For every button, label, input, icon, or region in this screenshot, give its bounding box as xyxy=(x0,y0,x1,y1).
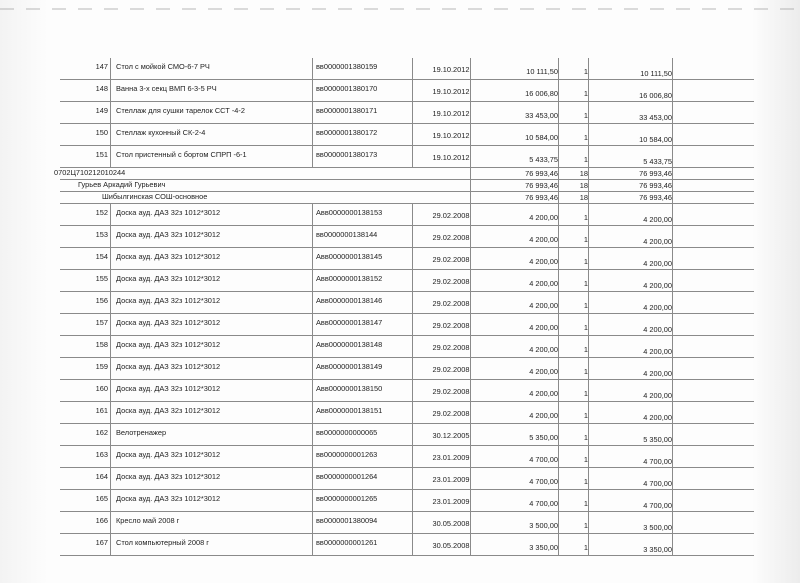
item-total: 33 453,00 xyxy=(639,113,672,122)
inventory-number: Авв0000000138149 xyxy=(316,362,383,371)
column-divider xyxy=(110,292,111,313)
inventory-number: Авв0000000138153 xyxy=(316,208,383,217)
column-divider xyxy=(412,248,413,269)
column-divider xyxy=(672,270,673,291)
item-name: Доска ауд. ДАЗ 32з 1012*3012 xyxy=(116,384,221,393)
column-divider xyxy=(558,424,559,445)
column-divider xyxy=(558,534,559,555)
table-row xyxy=(60,58,754,80)
column-divider xyxy=(672,102,673,123)
row-number: 164 xyxy=(95,472,108,481)
column-divider xyxy=(558,270,559,291)
acquisition-date: 29.02.2008 xyxy=(432,409,470,418)
inventory-number: вв0000000001265 xyxy=(316,494,378,503)
acquisition-date: 19.10.2012 xyxy=(432,65,470,74)
column-divider xyxy=(672,468,673,489)
summary-total: 76 993,46 xyxy=(639,193,672,202)
column-divider xyxy=(672,314,673,335)
column-divider xyxy=(588,534,589,555)
inventory-number: вв0000000001263 xyxy=(316,450,378,459)
acquisition-date: 29.02.2008 xyxy=(432,255,470,264)
item-amount: 4 200,00 xyxy=(529,235,558,244)
column-divider xyxy=(110,358,111,379)
column-divider xyxy=(672,248,673,269)
item-quantity: 1 xyxy=(583,257,588,266)
scan-edge-marks xyxy=(0,8,800,10)
row-number: 167 xyxy=(95,538,108,547)
column-divider xyxy=(558,490,559,511)
column-divider xyxy=(672,124,673,145)
column-divider xyxy=(110,102,111,123)
column-divider xyxy=(412,292,413,313)
item-amount: 4 200,00 xyxy=(529,301,558,310)
summary-row xyxy=(60,180,754,192)
table-row xyxy=(60,380,754,402)
item-quantity: 1 xyxy=(583,367,588,376)
column-divider xyxy=(588,168,589,179)
column-divider xyxy=(588,424,589,445)
row-number: 149 xyxy=(95,106,108,115)
item-quantity: 1 xyxy=(583,301,588,310)
item-name: Стол с мойкой СМО-6-7 РЧ xyxy=(116,62,210,71)
item-total: 5 350,00 xyxy=(643,435,672,444)
inventory-number: вв0000000138144 xyxy=(316,230,378,239)
acquisition-date: 29.02.2008 xyxy=(432,387,470,396)
row-number: 161 xyxy=(95,406,108,415)
column-divider xyxy=(672,226,673,247)
column-divider xyxy=(588,512,589,533)
item-name: Доска ауд. ДАЗ 32з 1012*3012 xyxy=(116,208,221,217)
item-name: Доска ауд. ДАЗ 32з 1012*3012 xyxy=(116,230,221,239)
acquisition-date: 23.01.2009 xyxy=(432,497,470,506)
column-divider xyxy=(672,204,673,225)
column-divider xyxy=(588,358,589,379)
column-divider xyxy=(110,380,111,401)
column-divider xyxy=(412,358,413,379)
table-row xyxy=(60,124,754,146)
inventory-number: Авв0000000138152 xyxy=(316,274,383,283)
row-number: 147 xyxy=(95,62,108,71)
item-name: Доска ауд. ДАЗ 32з 1012*3012 xyxy=(116,362,221,371)
column-divider xyxy=(672,180,673,191)
row-number: 150 xyxy=(95,128,108,137)
summary-quantity: 18 xyxy=(579,193,588,202)
column-divider xyxy=(588,58,589,79)
column-divider xyxy=(672,168,673,179)
inventory-number: вв0000001380094 xyxy=(316,516,378,525)
item-amount: 4 700,00 xyxy=(529,455,558,464)
column-divider xyxy=(558,168,559,179)
item-name: Кресло май 2008 г xyxy=(116,516,180,525)
table-row xyxy=(60,336,754,358)
inventory-number: вв0000000001264 xyxy=(316,472,378,481)
column-divider xyxy=(558,58,559,79)
inventory-number: вв0000001380170 xyxy=(316,84,378,93)
item-name: Доска ауд. ДАЗ 32з 1012*3012 xyxy=(116,472,221,481)
inventory-number: вв0000000001261 xyxy=(316,538,378,547)
column-divider xyxy=(588,102,589,123)
inventory-table xyxy=(54,58,754,556)
item-name: Доска ауд. ДАЗ 32з 1012*3012 xyxy=(116,274,221,283)
inventory-number: вв0000001380173 xyxy=(316,150,378,159)
table-row xyxy=(60,248,754,270)
acquisition-date: 19.10.2012 xyxy=(432,109,470,118)
item-amount: 3 500,00 xyxy=(529,521,558,530)
item-quantity: 1 xyxy=(583,323,588,332)
column-divider xyxy=(110,314,111,335)
column-divider xyxy=(110,80,111,101)
item-quantity: 1 xyxy=(583,389,588,398)
inventory-number: вв0000001380172 xyxy=(316,128,378,137)
summary-label: Шибылгинская СОШ-основное xyxy=(102,192,208,201)
item-name: Доска ауд. ДАЗ 32з 1012*3012 xyxy=(116,340,221,349)
row-number: 153 xyxy=(95,230,108,239)
column-divider xyxy=(588,468,589,489)
acquisition-date: 23.01.2009 xyxy=(432,453,470,462)
item-quantity: 1 xyxy=(583,543,588,552)
column-divider xyxy=(412,336,413,357)
item-total: 4 200,00 xyxy=(643,325,672,334)
item-amount: 4 200,00 xyxy=(529,389,558,398)
item-total: 4 200,00 xyxy=(643,281,672,290)
column-divider xyxy=(110,446,111,467)
item-total: 4 200,00 xyxy=(643,347,672,356)
column-divider xyxy=(558,226,559,247)
column-divider xyxy=(672,80,673,101)
column-divider xyxy=(110,204,111,225)
summary-row xyxy=(60,192,754,204)
column-divider xyxy=(110,146,111,167)
column-divider xyxy=(588,270,589,291)
acquisition-date: 30.05.2008 xyxy=(432,541,470,550)
column-divider xyxy=(558,336,559,357)
item-amount: 4 200,00 xyxy=(529,213,558,222)
item-amount: 4 200,00 xyxy=(529,345,558,354)
item-name: Доска ауд. ДАЗ 32з 1012*3012 xyxy=(116,318,221,327)
inventory-number: Авв0000000138148 xyxy=(316,340,383,349)
column-divider xyxy=(110,226,111,247)
item-amount: 4 200,00 xyxy=(529,367,558,376)
row-number: 151 xyxy=(95,150,108,159)
column-divider xyxy=(412,402,413,423)
table-row xyxy=(60,358,754,380)
summary-label: 0702Ц710212010244 xyxy=(54,168,126,177)
inventory-number: Авв0000000138145 xyxy=(316,252,383,261)
acquisition-date: 30.12.2005 xyxy=(432,431,470,440)
column-divider xyxy=(110,468,111,489)
column-divider xyxy=(110,124,111,145)
column-divider xyxy=(110,248,111,269)
item-amount: 4 200,00 xyxy=(529,279,558,288)
acquisition-date: 30.05.2008 xyxy=(432,519,470,528)
acquisition-date: 29.02.2008 xyxy=(432,277,470,286)
acquisition-date: 29.02.2008 xyxy=(432,365,470,374)
column-divider xyxy=(672,446,673,467)
column-divider xyxy=(588,292,589,313)
column-divider xyxy=(588,204,589,225)
summary-quantity: 18 xyxy=(579,169,588,178)
item-name: Доска ауд. ДАЗ 32з 1012*3012 xyxy=(116,494,221,503)
item-quantity: 1 xyxy=(583,133,588,142)
column-divider xyxy=(558,124,559,145)
row-number: 158 xyxy=(95,340,108,349)
table-row xyxy=(60,204,754,226)
summary-quantity: 18 xyxy=(579,181,588,190)
column-divider xyxy=(672,358,673,379)
item-quantity: 1 xyxy=(583,235,588,244)
column-divider xyxy=(412,424,413,445)
item-amount: 3 350,00 xyxy=(529,543,558,552)
inventory-number: Авв0000000138147 xyxy=(316,318,383,327)
summary-label: Гурьев Аркадий Гурьевич xyxy=(78,180,166,189)
column-divider xyxy=(412,468,413,489)
column-divider xyxy=(588,124,589,145)
column-divider xyxy=(588,192,589,203)
column-divider xyxy=(558,204,559,225)
item-quantity: 1 xyxy=(583,155,588,164)
item-name: Доска ауд. ДАЗ 32з 1012*3012 xyxy=(116,450,221,459)
table-row xyxy=(60,270,754,292)
column-divider xyxy=(588,248,589,269)
item-total: 4 700,00 xyxy=(643,479,672,488)
table-row xyxy=(60,292,754,314)
item-total: 10 111,50 xyxy=(640,69,672,78)
inventory-number: Авв0000000138150 xyxy=(316,384,383,393)
column-divider xyxy=(558,292,559,313)
item-quantity: 1 xyxy=(583,455,588,464)
column-divider xyxy=(412,80,413,101)
item-total: 3 500,00 xyxy=(643,523,672,532)
inventory-number: Авв0000000138151 xyxy=(316,406,383,415)
summary-total: 76 993,46 xyxy=(639,169,672,178)
item-quantity: 1 xyxy=(583,67,588,76)
column-divider xyxy=(412,490,413,511)
column-divider xyxy=(588,402,589,423)
item-amount: 4 200,00 xyxy=(529,323,558,332)
column-divider xyxy=(558,80,559,101)
row-number: 163 xyxy=(95,450,108,459)
column-divider xyxy=(588,180,589,191)
column-divider xyxy=(412,270,413,291)
summary-total: 76 993,46 xyxy=(639,181,672,190)
column-divider xyxy=(588,490,589,511)
row-number: 160 xyxy=(95,384,108,393)
column-divider xyxy=(412,380,413,401)
row-number: 165 xyxy=(95,494,108,503)
item-amount: 4 700,00 xyxy=(529,477,558,486)
item-total: 4 200,00 xyxy=(643,215,672,224)
table-row xyxy=(60,424,754,446)
column-divider xyxy=(588,80,589,101)
row-number: 155 xyxy=(95,274,108,283)
column-divider xyxy=(672,512,673,533)
column-divider xyxy=(672,490,673,511)
column-divider xyxy=(110,424,111,445)
inventory-number: вв0000001380171 xyxy=(316,106,378,115)
item-name: Велотренажер xyxy=(116,428,167,437)
column-divider xyxy=(672,192,673,203)
item-quantity: 1 xyxy=(583,279,588,288)
column-divider xyxy=(412,226,413,247)
column-divider xyxy=(558,358,559,379)
column-divider xyxy=(672,58,673,79)
row-number: 152 xyxy=(95,208,108,217)
column-divider xyxy=(672,292,673,313)
item-amount: 16 006,80 xyxy=(525,89,558,98)
column-divider xyxy=(412,534,413,555)
item-total: 3 350,00 xyxy=(643,545,672,554)
table-row xyxy=(60,402,754,424)
row-number: 154 xyxy=(95,252,108,261)
item-name: Стеллаж для сушки тарелок ССТ -4-2 xyxy=(116,106,245,115)
summary-amount: 76 993,46 xyxy=(525,181,558,190)
summary-amount: 76 993,46 xyxy=(525,169,558,178)
acquisition-date: 19.10.2012 xyxy=(432,87,470,96)
column-divider xyxy=(558,314,559,335)
acquisition-date: 29.02.2008 xyxy=(432,321,470,330)
column-divider xyxy=(110,490,111,511)
column-divider xyxy=(110,58,111,79)
table-row xyxy=(60,146,754,168)
item-total: 10 584,00 xyxy=(639,135,672,144)
table-row xyxy=(60,490,754,512)
item-quantity: 1 xyxy=(583,499,588,508)
item-total: 4 200,00 xyxy=(643,259,672,268)
item-amount: 5 433,75 xyxy=(529,155,558,164)
column-divider xyxy=(558,402,559,423)
table-row xyxy=(60,102,754,124)
column-divider xyxy=(588,226,589,247)
column-divider xyxy=(110,402,111,423)
item-total: 5 433,75 xyxy=(643,157,672,166)
acquisition-date: 29.02.2008 xyxy=(432,299,470,308)
column-divider xyxy=(412,446,413,467)
item-name: Стол пристенный с бортом СПРП -6-1 xyxy=(116,150,247,159)
column-divider xyxy=(558,446,559,467)
item-amount: 33 453,00 xyxy=(525,111,558,120)
column-divider xyxy=(672,402,673,423)
column-divider xyxy=(110,534,111,555)
column-divider xyxy=(412,102,413,123)
item-quantity: 1 xyxy=(583,345,588,354)
item-name: Стол компьютерный 2008 г xyxy=(116,538,209,547)
column-divider xyxy=(412,512,413,533)
acquisition-date: 29.02.2008 xyxy=(432,233,470,242)
column-divider xyxy=(110,512,111,533)
item-quantity: 1 xyxy=(583,89,588,98)
column-divider xyxy=(558,468,559,489)
column-divider xyxy=(672,380,673,401)
acquisition-date: 23.01.2009 xyxy=(432,475,470,484)
column-divider xyxy=(412,204,413,225)
item-total: 4 700,00 xyxy=(643,501,672,510)
column-divider xyxy=(558,248,559,269)
item-name: Доска ауд. ДАЗ 32з 1012*3012 xyxy=(116,296,221,305)
row-number: 159 xyxy=(95,362,108,371)
column-divider xyxy=(588,380,589,401)
table-row xyxy=(60,80,754,102)
table-row xyxy=(60,314,754,336)
item-total: 4 200,00 xyxy=(643,303,672,312)
column-divider xyxy=(672,146,673,167)
column-divider xyxy=(110,336,111,357)
item-total: 4 200,00 xyxy=(643,369,672,378)
item-total: 4 200,00 xyxy=(643,237,672,246)
item-total: 4 200,00 xyxy=(643,391,672,400)
column-divider xyxy=(672,424,673,445)
item-amount: 5 350,00 xyxy=(529,433,558,442)
row-number: 157 xyxy=(95,318,108,327)
summary-amount: 76 993,46 xyxy=(525,193,558,202)
item-name: Ванна 3-х секц ВМП 6-3-5 РЧ xyxy=(116,84,217,93)
column-divider xyxy=(110,270,111,291)
row-number: 156 xyxy=(95,296,108,305)
table-row xyxy=(60,468,754,490)
item-quantity: 1 xyxy=(583,411,588,420)
item-quantity: 1 xyxy=(583,433,588,442)
column-divider xyxy=(558,380,559,401)
row-number: 166 xyxy=(95,516,108,525)
item-quantity: 1 xyxy=(583,521,588,530)
item-amount: 4 700,00 xyxy=(529,499,558,508)
item-quantity: 1 xyxy=(583,477,588,486)
item-amount: 10 584,00 xyxy=(525,133,558,142)
column-divider xyxy=(558,102,559,123)
acquisition-date: 29.02.2008 xyxy=(432,211,470,220)
table-row xyxy=(60,512,754,534)
table-row xyxy=(60,226,754,248)
item-name: Стеллаж кухонный СК-2-4 xyxy=(116,128,206,137)
column-divider xyxy=(412,146,413,167)
inventory-number: Авв0000000138146 xyxy=(316,296,383,305)
item-quantity: 1 xyxy=(583,111,588,120)
column-divider xyxy=(588,146,589,167)
inventory-number: вв0000001380159 xyxy=(316,62,378,71)
column-divider xyxy=(412,124,413,145)
column-divider xyxy=(558,146,559,167)
item-total: 4 200,00 xyxy=(643,413,672,422)
row-number: 162 xyxy=(95,428,108,437)
column-divider xyxy=(558,512,559,533)
column-divider xyxy=(412,314,413,335)
column-divider xyxy=(672,534,673,555)
column-divider xyxy=(672,336,673,357)
item-amount: 4 200,00 xyxy=(529,411,558,420)
summary-row xyxy=(54,168,754,180)
table-row xyxy=(60,534,754,556)
item-total: 4 700,00 xyxy=(643,457,672,466)
item-name: Доска ауд. ДАЗ 32з 1012*3012 xyxy=(116,252,221,261)
column-divider xyxy=(588,446,589,467)
inventory-number: вв0000000000065 xyxy=(316,428,378,437)
acquisition-date: 29.02.2008 xyxy=(432,343,470,352)
column-divider xyxy=(558,180,559,191)
item-quantity: 1 xyxy=(583,213,588,222)
column-divider xyxy=(588,336,589,357)
acquisition-date: 19.10.2012 xyxy=(432,153,470,162)
table-row xyxy=(60,446,754,468)
column-divider xyxy=(412,58,413,79)
item-total: 16 006,80 xyxy=(639,91,672,100)
column-divider xyxy=(558,192,559,203)
item-amount: 10 111,50 xyxy=(526,67,558,76)
acquisition-date: 19.10.2012 xyxy=(432,131,470,140)
row-number: 148 xyxy=(95,84,108,93)
item-name: Доска ауд. ДАЗ 32з 1012*3012 xyxy=(116,406,221,415)
item-amount: 4 200,00 xyxy=(529,257,558,266)
column-divider xyxy=(588,314,589,335)
